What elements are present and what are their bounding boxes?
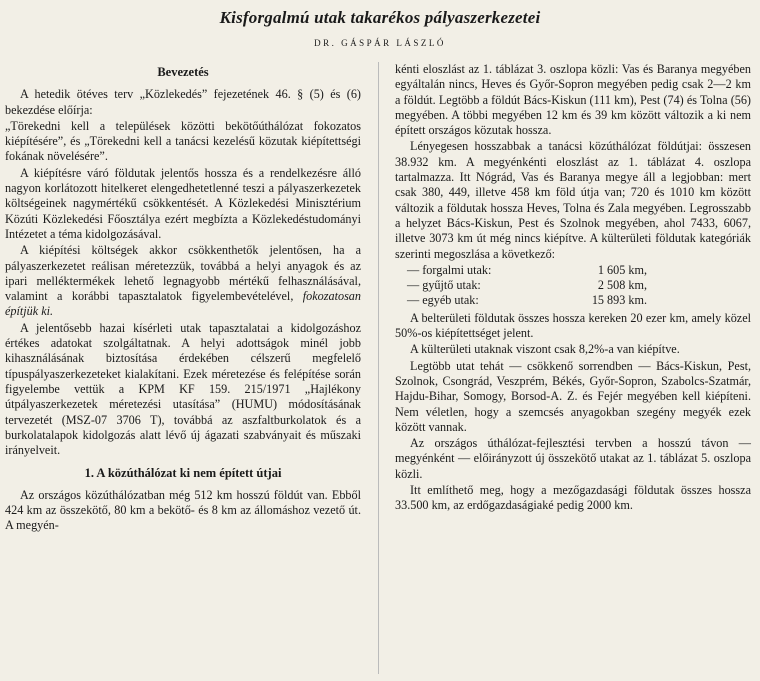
paragraph: A külterületi utaknak viszont csak 8,2%-a van kiépítve.	[410, 342, 680, 357]
emphasized-text: fokozatosan építjük ki.	[5, 289, 361, 319]
category-value: 15 893 km.	[591, 293, 647, 308]
section-heading-introduction: Bevezetés	[157, 65, 209, 79]
column-divider	[378, 62, 379, 674]
paragraph: Itt említhető meg, hogy a mezőgazdasági földutak összes hossza 33.500 km, az erdőgazdaságiaké pedig 2000 km.	[395, 483, 751, 513]
category-label: — forgalmi utak:	[407, 262, 492, 277]
paragraph: A jelentősebb hazai kísérleti utak tapasztalatai a kidolgozáshoz értékes adatokat szolgáltatnak. A helyi adottságok minél jobb kihasználásának biztosítása érdekében célszerű megfelelő típuspályaszerkezeteket kialakítani. Ezek méretezése és felépítése során figyelembe vettük a KPM KF 159. 215/1971 „Hajlékony útpályaszerkezetek méretezési utasítása” (HUMU) módosításának tervezetét (MSZ-07 3706 T), továbbá az aszfaltburkolatok és a burkolatalapok kidolgozás alatt lévő új ágazati szabványait és műszaki irányelveit.	[5, 320, 361, 458]
category-label: — egyéb utak:	[407, 293, 479, 308]
left-column	[5, 62, 361, 535]
paragraph: Az országos közúthálózatban még 512 km hosszú földút van. Ebből 424 km az összekötő, 80 km a bekötő- és 8 km az állomáshoz vezető út. A megyén-	[5, 487, 361, 533]
paragraph: Legtöbb utat tehát — csökkenő sorrendben — Bács-Kiskun, Pest, Szolnok, Csongrád, Veszprém, Békés, Győr-Sopron, Szabolcs-Szatmár, Hajdu-Bihar, Somogy, Borsod-A. Z. és Fejér megyében kell kiépíteni. Nem véletlen, hogy a szemcsés anyagokban szegény megyék ezek között vannak.	[395, 358, 751, 434]
list-item	[395, 278, 751, 293]
right-column	[395, 62, 751, 515]
paragraph: A belterületi földutak összes hossza kereken 20 ezer km, amely közel 50%-os kiépítettséget jelent.	[395, 310, 751, 341]
paragraph: Lényegesen hosszabbak a tanácsi közúthálózat földútjai: összesen 38.932 km. A megyénkénti eloszlást az 1. táblázat 4. oszlopa tartalmazza. Itt Nógrád, Vas és Baranya megye áll a legjobban: mert csak 380, 449, illetve 458 km föld útja van; 720 és 1010 km között változik a földutak hossza Heves, Tolna és Zala megyében. Legrosszabb a helyzet Bács-Kiskun, Pest és Szolnok megyében, ahol 7433, 6067, illetve 3073 km út még nincs kiépítve. A külterületi földutak kategóriák szerinti megoszlása a következő:	[395, 139, 751, 261]
article-title: Kisforgalmú utak takarékos pályaszerkezetei	[219, 8, 541, 27]
paragraph: A hetedik ötéves terv „Közlekedés” fejezetének 46. § (5) és (6) bekezdése előírja:	[5, 87, 361, 117]
section-heading-1: 1. A közúthálózat ki nem épített útjai	[84, 466, 282, 481]
road-category-list	[395, 263, 751, 309]
article-author: DR. GÁSPÁR LÁSZLÓ	[314, 38, 446, 48]
category-value: 1 605 km,	[597, 262, 647, 277]
paragraph	[5, 243, 361, 319]
paragraph: kénti eloszlást az 1. táblázat 3. oszlopa közli: Vas és Baranya megyében egyáltalán nincs, Heves és Győr-Sopron megyében pedig csak 2—2 km a földút. Legtöbb a földút Bács-Kiskun (111 km), Pest (74) és Tolna (56) megyében. A többi megyében 12 km és 39 km között változik a ki nem épített országos közutak hossza.	[395, 62, 751, 138]
category-label: — gyűjtő utak:	[407, 278, 481, 293]
category-value: 2 508 km,	[597, 278, 647, 293]
list-item	[395, 293, 751, 308]
list-item	[395, 263, 751, 278]
quoted-paragraph: „Törekedni kell a települések közötti bekötőúthálózat fokozatos kiépítésére”, és „Törekedni kell a tanácsi kezelésű közutak kiépítettségi fokának növelésére”.	[5, 118, 361, 164]
paragraph-text: A kiépítési költségek akkor csökkenthetők jelentősen, ha a pályaszerkezetet reálisan méretezzük, továbbá a helyi anyagok és az ipari melléktermékek lehető legnagyobb mértékű felhasználásával, valamint a korábbi tapasztalatok figyelembevételével,	[5, 243, 361, 304]
paragraph: A kiépítésre váró földutak jelentős hossza és a rendelkezésre álló nagyon korlátozott hitelkeret elengedhetetlenné teszi a pályaszerkezetek költségeinek nagymértékű csökkentését. A Közlekedési Minisztérium Közúti Közlekedési Főosztálya ezért megbízta a Közlekedéstudományi Intézetet a téma kidolgozásával.	[5, 165, 361, 241]
paragraph: Az országos úthálózat-fejlesztési tervben a hosszú távon — megyénként — előirányzott új összekötő utakat az 1. táblázat 5. oszlopa közli.	[395, 436, 751, 481]
